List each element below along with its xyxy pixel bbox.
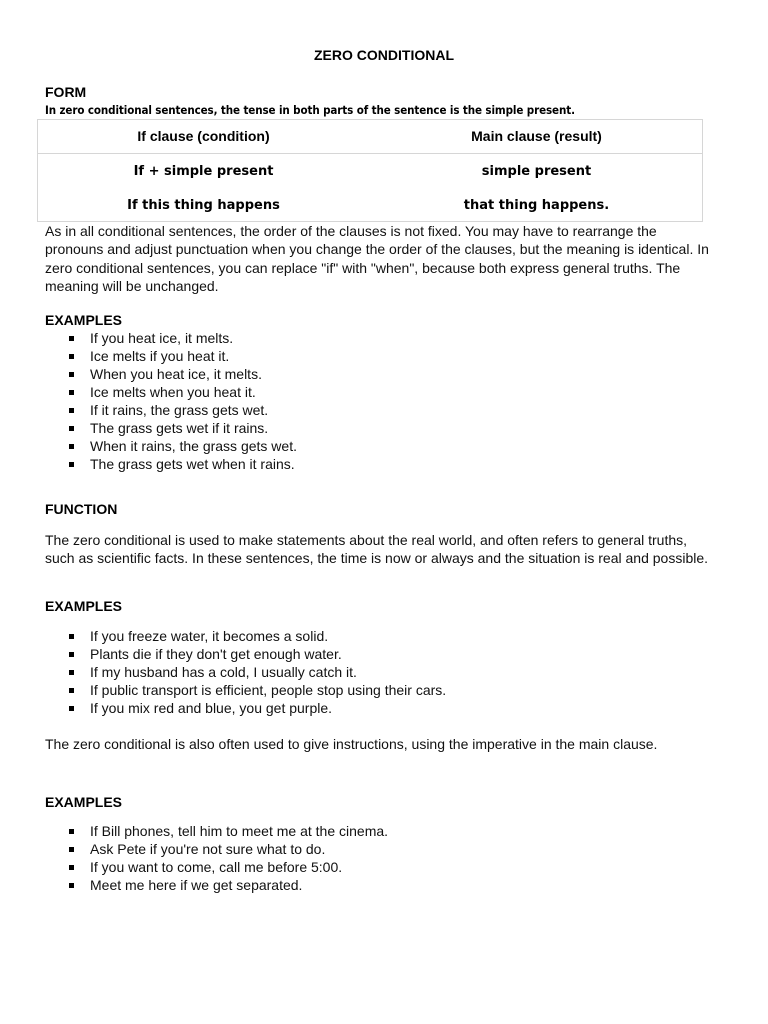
table-cell: simple present [481,163,592,179]
form-paragraph: As in all conditional sentences, the order of the clauses is not fixed. You may have to rearrange the pronouns and adjust punctuation when you change the order of the clauses, but the meaning is identical. In zero conditional sentences, you can replace "if" with "when", because both express general truths. The meaning will be unchanged. [45,223,709,294]
list-item: When it rains, the grass gets wet. [45,437,297,455]
list-item: If you mix red and blue, you get purple. [45,699,446,717]
bullet-icon [69,336,74,341]
examples-heading: EXAMPLES [45,794,123,810]
list-item: When you heat ice, it melts. [45,365,297,383]
table-header-row [37,119,703,154]
bullet-icon [69,390,74,395]
bullet-icon [69,634,74,639]
list-item: If you heat ice, it melts. [45,329,297,347]
bullet-icon [69,652,74,657]
bullet-icon [69,372,74,377]
bullet-icon [69,444,74,449]
bullet-icon [69,670,74,675]
examples-list [45,329,297,473]
examples-heading: EXAMPLES [45,598,123,614]
list-item: Ice melts if you heat it. [45,347,297,365]
table-cell: that thing happens. [463,197,610,213]
form-heading: FORM [45,84,87,100]
bullet-icon [69,688,74,693]
list-item: Plants die if they don't get enough water. [45,645,446,663]
list-item: If Bill phones, tell him to meet me at the cinema. [45,822,388,840]
bullet-icon [69,408,74,413]
bullet-icon [69,883,74,888]
examples-list [45,627,446,717]
bullet-icon [69,829,74,834]
document-title: ZERO CONDITIONAL [314,47,454,63]
list-item: If it rains, the grass gets wet. [45,401,297,419]
examples-heading: EXAMPLES [45,312,123,328]
table-header-cell: If clause (condition) [37,119,370,154]
bullet-icon [69,426,74,431]
table-row [37,188,703,222]
list-item: If my husband has a cold, I usually catch it. [45,663,446,681]
list-item: Ice melts when you heat it. [45,383,297,401]
bullet-icon [69,865,74,870]
list-item: The grass gets wet when it rains. [45,455,297,473]
function-paragraph: The zero conditional is used to make statements about the real world, and often refers to general truths, such as scientific facts. In these sentences, the time is now or always and the situation is real and possible. [45,532,709,567]
table-row [37,154,703,189]
list-item: If you want to come, call me before 5:00. [45,858,388,876]
bullet-icon [69,354,74,359]
examples-list [45,822,388,894]
list-item: Meet me here if we get separated. [45,876,388,894]
bullet-icon [69,706,74,711]
list-item: Ask Pete if you're not sure what to do. [45,840,388,858]
form-note: In zero conditional sentences, the tense in both parts of the sentence is the simple present. [45,103,575,117]
bullet-icon [69,462,74,467]
instructions-paragraph: The zero conditional is also often used to give instructions, using the imperative in the main clause. [45,736,658,752]
list-item: If public transport is efficient, people stop using their cars. [45,681,446,699]
table-cell: If this thing happens [127,197,280,213]
list-item: If you freeze water, it becomes a solid. [45,627,446,645]
function-heading: FUNCTION [45,501,118,517]
table-cell: If + simple present [133,163,274,179]
list-item: The grass gets wet if it rains. [45,419,297,437]
bullet-icon [69,847,74,852]
form-table [37,119,703,222]
table-header-cell: Main clause (result) [370,119,703,154]
